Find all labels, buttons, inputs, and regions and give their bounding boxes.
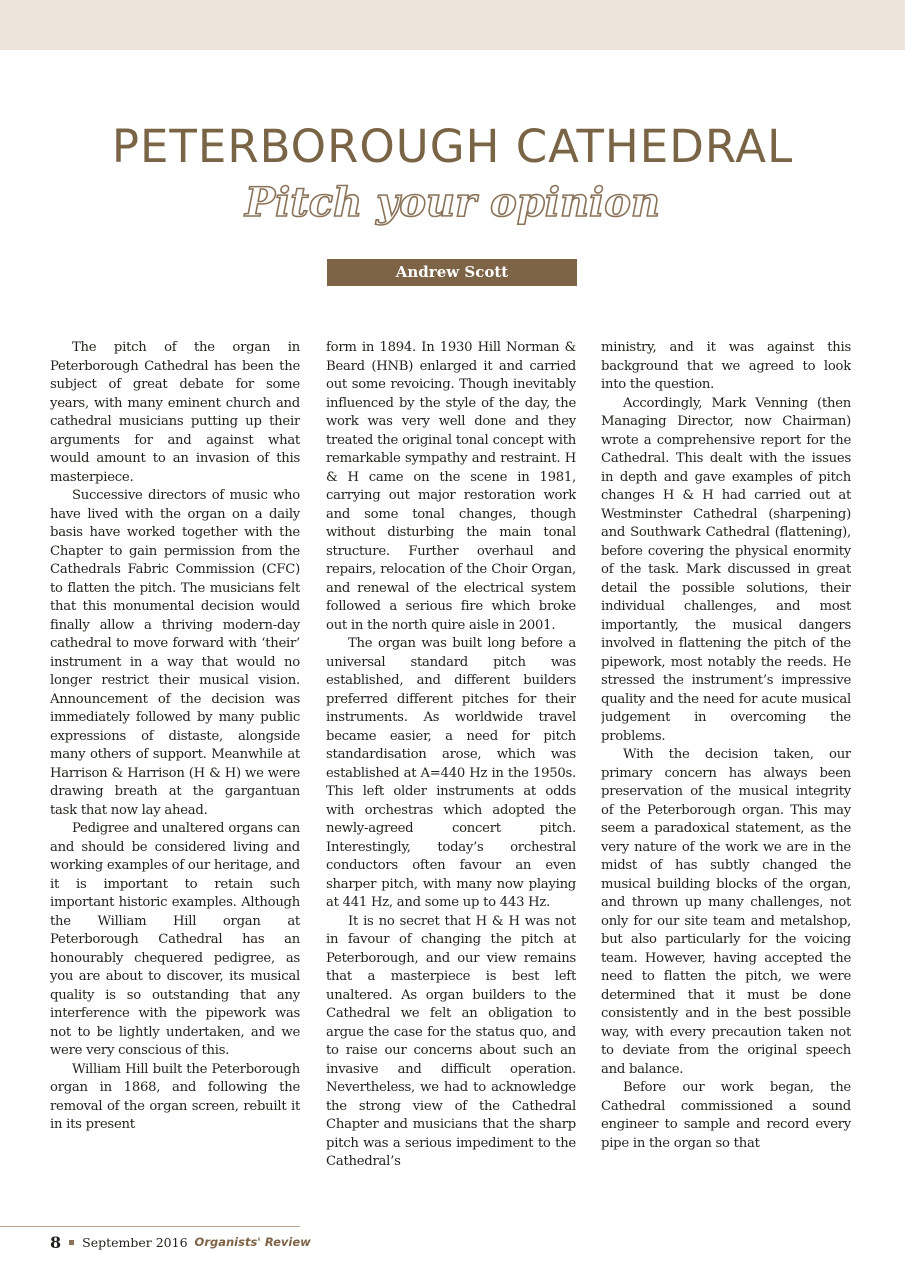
square-bullet-icon — [69, 1240, 74, 1245]
paragraph: William Hill built the Peterborough organ in 1868, and following the removal of the organ screen, rebuilt it in its present — [50, 1061, 300, 1132]
paragraph: Successive directors of music who have lived with the organ on a daily basis have worked together with the Chapter to gain permission from the Cathedrals Fabric Commission (CFC) to flatten the pitch. The musicians felt that this monumental decision would finally allow a thriving modern-day cathedral to move forward with ‘their’ instrument in a way that would no longer restrict their musical vision. Announcement of the decision was immediately followed by many public expressions of distaste, alongside many others of support. Meanwhile at Harrison & Harrison (H & H) we were drawing breath at the gargantuan task that now lay ahead. — [50, 488, 300, 818]
magazine-name: Organists' Review — [194, 1235, 311, 1249]
issue-date: September 2016 — [82, 1234, 188, 1250]
paragraph-continued: ministry, and it was against this background that we agreed to look into the question. — [601, 340, 851, 392]
page-footer — [50, 1233, 311, 1251]
text-column-1 — [50, 339, 300, 1219]
author-byline: Andrew Scott — [327, 259, 577, 286]
paragraph: Before our work began, the Cathedral commissioned a sound engineer to sample and record every pipe in the organ so that — [601, 1080, 851, 1151]
text-column-3 — [601, 339, 851, 1219]
page-number: 8 — [50, 1232, 62, 1252]
paragraph: It is no secret that H & H was not in favour of changing the pitch at Peterborough, and our view remains that a masterpiece is best left unaltered. As organ builders to the Cathedral we felt an obligation to argue the case for the status quo, and to raise our concerns about such an invasive and difficult operation. Nevertheless, we had to acknowledge the strong view of the Cathedral Chapter and musicians that the sharp pitch was a serious impediment to the Cathedral’s — [326, 913, 576, 1169]
article-subtitle: Pitch your opinion — [245, 179, 660, 226]
paragraph: The organ was built long before a universal standard pitch was established, and different builders preferred different pitches for their instruments. As worldwide travel became easier, a need for pitch standardisation arose, which was established at A=440 Hz in the 1950s. This left older instruments at odds with orchestras which adopted the newly-agreed concert pitch. Interestingly, today’s orchestral conductors often favour an even sharper pitch, with many now playing at 441 Hz, and some up to 443 Hz. — [326, 636, 576, 910]
text-column-2 — [326, 339, 576, 1219]
paragraph: Pedigree and unaltered organs can and should be considered living and working examples of our heritage, and it is important to retain such important historic examples. Although the William Hill organ at Peterborough Cathedral has an honourably chequered pedigree, as you are about to discover, its musical quality is so outstanding that any interference with the pipework was not to be lightly undertaken, and we were very conscious of this. — [50, 821, 300, 1058]
article-title: PETERBOROUGH CATHEDRAL — [111, 120, 794, 173]
paragraph-continued: form in 1894. In 1930 Hill Norman & Beard (HNB) enlarged it and carried out some revoicing. Though inevitably influenced by the style of the day, the work was very well done and they treated the original tonal concept with remarkable sympathy and restraint. H & H came on the scene in 1981, carrying out major restoration work and some tonal changes, though without disturbing the main tonal structure. Further overhaul and repairs, relocation of the Choir Organ, and renewal of the electrical system followed a serious fire which broke out in the north quire aisle in 2001. — [326, 340, 576, 633]
paragraph: With the decision taken, our primary concern has always been preservation of the musical integrity of the Peterborough organ. This may seem a paradoxical statement, as the very nature of the work we are in the midst of has subtly changed the musical building blocks of the organ, and thrown up many challenges, not only for our site team and metalshop, but also particularly for the voicing team. However, having accepted the need to flatten the pitch, we were determined that it must be done consistently and in the best possible way, with every precaution taken not to deviate from the original speech and balance. — [601, 747, 851, 1077]
paragraph: The pitch of the organ in Peterborough Cathedral has been the subject of great debate for some years, with many eminent church and cathedral musicians putting up their arguments for and against what would amount to an invasion of this masterpiece. — [50, 340, 300, 485]
footer-divider — [0, 1226, 300, 1227]
header-band — [0, 0, 905, 50]
paragraph: Accordingly, Mark Venning (then Managing Director, now Chairman) wrote a comprehensive report for the Cathedral. This dealt with the issues in depth and gave examples of pitch changes H & H had carried out at Westminster Cathedral (sharpening) and Southwark Cathedral (flattening), before covering the physical enormity of the task. Mark discussed in great detail the possible solutions, their individual challenges, and most importantly, the musical dangers involved in flattening the pitch of the pipework, most notably the reeds. He stressed the instrument’s impressive quality and the need for acute musical judgement in overcoming the problems. — [601, 395, 851, 744]
